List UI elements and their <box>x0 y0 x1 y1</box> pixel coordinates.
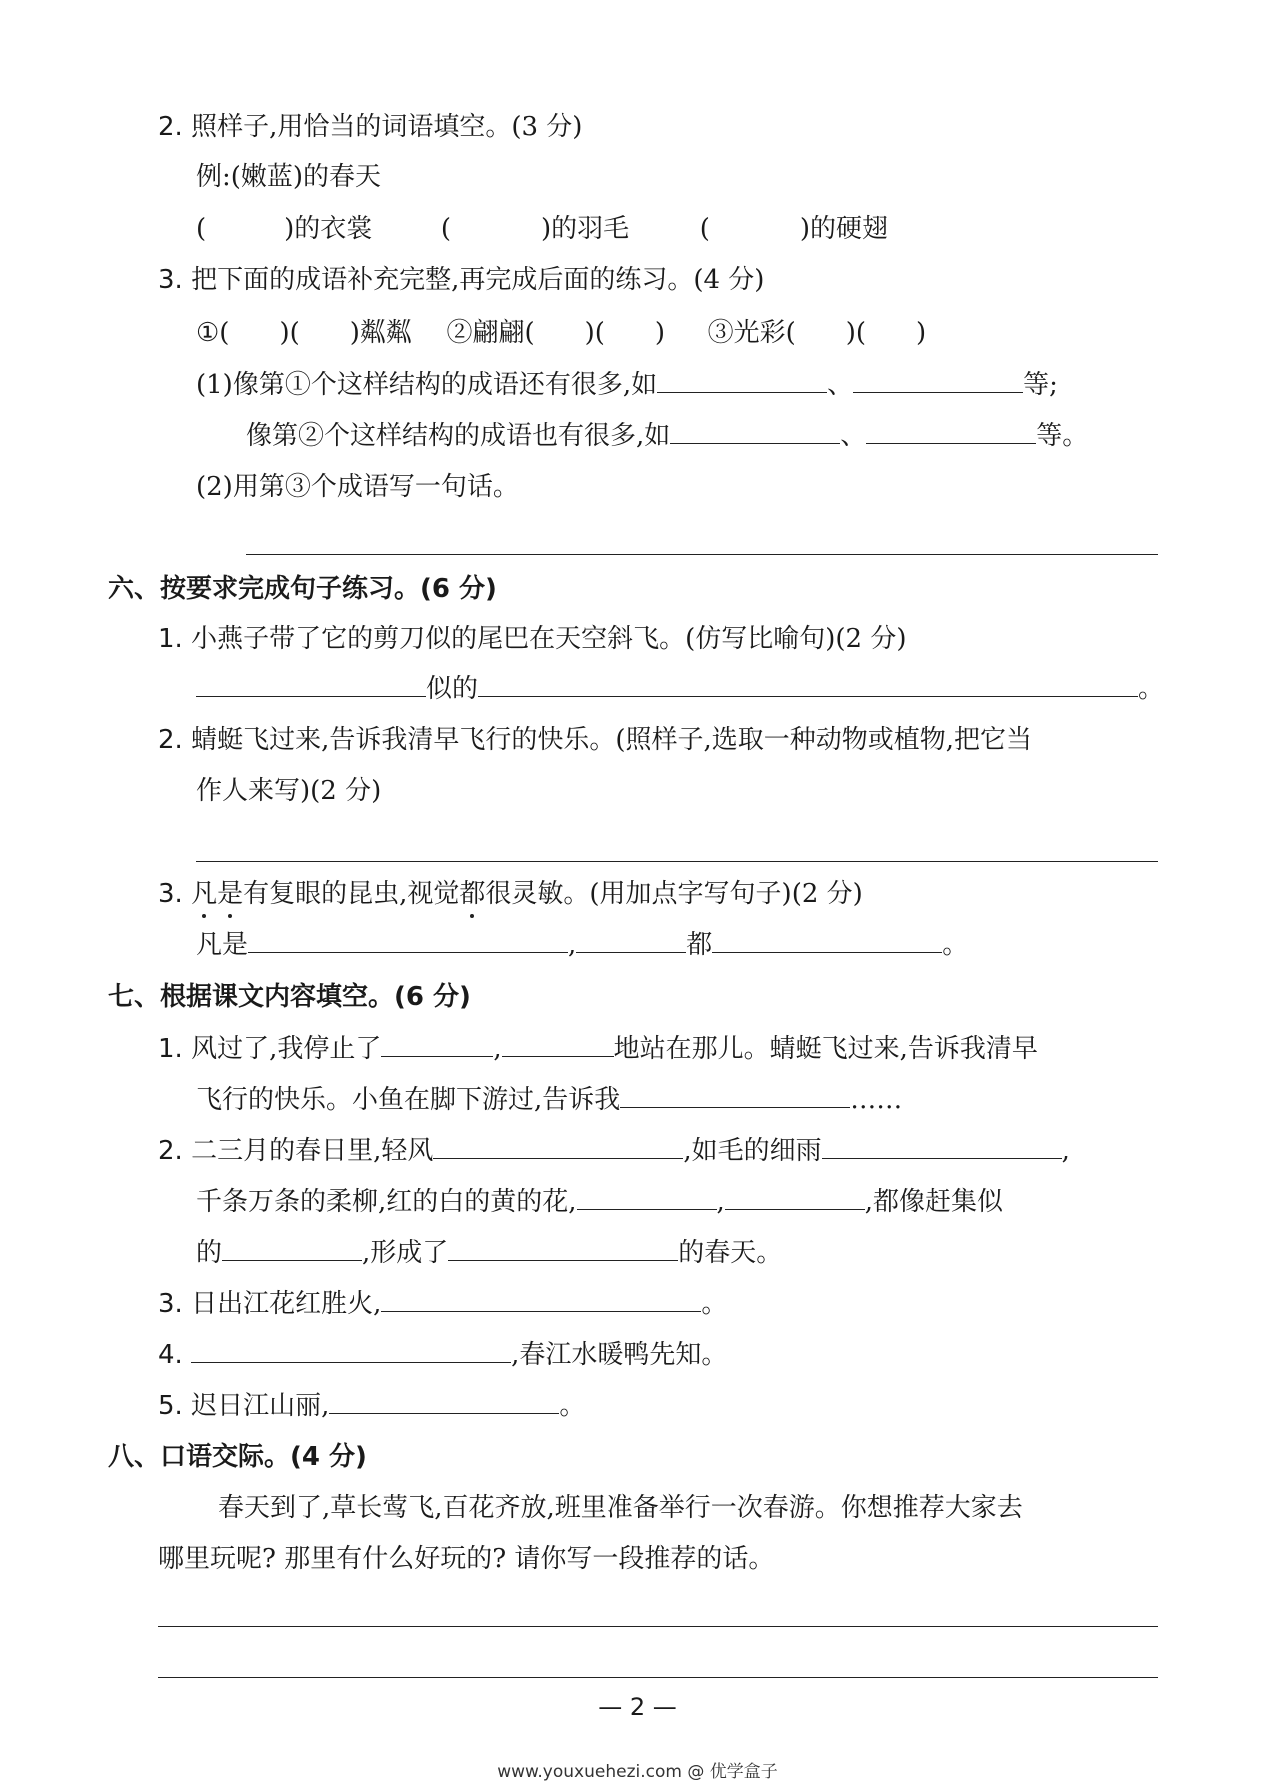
answer-line[interactable] <box>725 1185 865 1210</box>
q6-3-prompt: 3. 凡是有复眼的昆虫,视觉都很灵敏。(用加点字写句子)(2 分) <box>158 879 863 909</box>
answer-line[interactable] <box>158 1677 1158 1678</box>
answer-line[interactable] <box>329 1389 559 1414</box>
answer-line[interactable] <box>577 1185 717 1210</box>
answer-line[interactable] <box>670 419 840 444</box>
s8-paragraph-line2: 哪里玩呢? 那里有什么好玩的? 请你写一段推荐的话。 <box>158 1544 775 1574</box>
q-number: 5. <box>158 1391 183 1421</box>
answer-line[interactable] <box>433 1134 683 1159</box>
answer-line[interactable] <box>381 1287 701 1312</box>
q7-2-line2: 千条万条的柔柳,红的白的黄的花, , ,都像赶集似 <box>196 1187 1004 1217</box>
answer-line[interactable] <box>620 1083 850 1108</box>
q-number: 3. <box>158 879 183 909</box>
q7-4: 4. ,春江水暖鸭先知。 <box>158 1340 728 1370</box>
answer-line[interactable] <box>576 928 686 953</box>
q5-2-items: ( )的衣裳 ( )的羽毛 ( )的硬翅 <box>196 214 888 244</box>
dotted-char: 凡 <box>191 879 218 909</box>
q5-2-example: 例:(嫩蓝)的春天 <box>196 162 382 192</box>
q-number: 3. <box>158 265 183 295</box>
answer-line[interactable] <box>712 928 942 953</box>
q6-1-fill: 似的 。 <box>196 672 1164 706</box>
answer-line[interactable] <box>866 419 1036 444</box>
q-number: 2. <box>158 1136 183 1166</box>
q-text: 照样子,用恰当的词语填空。(3 分) <box>191 112 583 142</box>
section-7-title: 七、根据课文内容填空。(6 分) <box>108 982 471 1012</box>
q7-1-line2: 飞行的快乐。小鱼在脚下游过,告诉我 …… <box>196 1085 903 1115</box>
dotted-char: 是 <box>217 879 244 909</box>
answer-line[interactable] <box>381 1032 493 1057</box>
watermark-site: www.youxuehezi.com @ 优学盒子 <box>497 1762 778 1782</box>
q7-5: 5. 迟日江山丽, 。 <box>158 1391 586 1421</box>
q7-3: 3. 日出江花红胜火, 。 <box>158 1289 728 1319</box>
answer-line[interactable] <box>448 1236 678 1261</box>
q-number: 1. <box>158 624 183 654</box>
s8-paragraph-line1: 春天到了,草长莺飞,百花齐放,班里准备举行一次春游。你想推荐大家去 <box>218 1493 1023 1523</box>
q6-2-prompt: 2. 蜻蜓飞过来,告诉我清早飞行的快乐。(照样子,选取一种动物或植物,把它当 <box>158 725 1033 755</box>
section-8-title: 八、口语交际。(4 分) <box>108 1442 367 1472</box>
answer-line[interactable] <box>191 1338 511 1363</box>
answer-line[interactable] <box>478 672 1138 697</box>
q-number: 2. <box>158 725 183 755</box>
answer-line[interactable] <box>246 554 1158 555</box>
page-number: — 2 — <box>598 1693 677 1721</box>
q-number: 2. <box>158 112 183 142</box>
q-number: 3. <box>158 1289 183 1319</box>
q5-3-idioms: ①( )( )粼粼 ②翩翩( )( ) ③光彩( )( ) <box>196 318 927 348</box>
q6-3-fill: 凡是 , 都 。 <box>196 930 969 960</box>
answer-line[interactable] <box>502 1032 614 1057</box>
q7-1-line1: 1. 风过了,我停止了 , 地站在那儿。蜻蜓飞过来,告诉我清早 <box>158 1034 1038 1064</box>
answer-line[interactable] <box>248 928 568 953</box>
fill-blank[interactable]: )的硬翅 <box>799 214 888 244</box>
q5-3-sub2: (2)用第③个成语写一句话。 <box>196 472 519 502</box>
answer-line[interactable] <box>222 1236 362 1261</box>
q7-2-line1: 2. 二三月的春日里,轻风 ,如毛的细雨 , <box>158 1136 1070 1166</box>
fill-blank[interactable]: )的衣裳 <box>284 214 373 244</box>
q-number: 1. <box>158 1034 183 1064</box>
q5-3-prompt <box>158 263 764 297</box>
q-text: 把下面的成语补充完整,再完成后面的练习。(4 分) <box>191 265 765 295</box>
answer-line[interactable] <box>853 368 1023 393</box>
fill-blank[interactable]: )的羽毛 <box>541 214 630 244</box>
q6-1-prompt: 1. 小燕子带了它的剪刀似的尾巴在天空斜飞。(仿写比喻句)(2 分) <box>158 624 907 654</box>
q5-3-sub1b: 像第②个这样结构的成语也有很多,如 、 等。 <box>246 421 1089 451</box>
section-6-title: 六、按要求完成句子练习。(6 分) <box>108 574 497 604</box>
dotted-char: 都 <box>459 879 486 909</box>
q6-2-prompt-cont: 作人来写)(2 分) <box>196 776 382 806</box>
answer-line[interactable] <box>196 672 426 697</box>
answer-line[interactable] <box>657 368 827 393</box>
answer-line[interactable] <box>822 1134 1062 1159</box>
answer-line[interactable] <box>158 1626 1158 1627</box>
q7-2-line3: 的 ,形成了 的春天。 <box>196 1238 783 1268</box>
q5-3-sub1a: (1)像第①个这样结构的成语还有很多,如 、 等; <box>196 370 1058 400</box>
q5-2-prompt <box>158 110 582 144</box>
answer-line[interactable] <box>196 861 1158 862</box>
q-number: 4. <box>158 1340 183 1370</box>
